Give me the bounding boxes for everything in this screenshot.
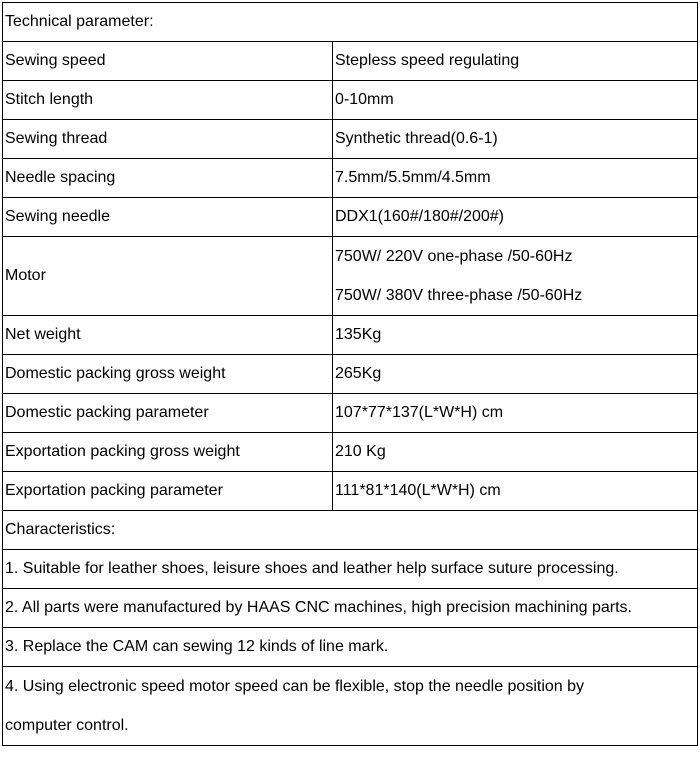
characteristic-item: 1. Suitable for leather shoes, leisure shoes and leather help surface suture processing. <box>3 550 698 589</box>
spec-value: Synthetic thread(0.6-1) <box>333 120 698 159</box>
spec-value-line: 750W/ 380V three-phase /50-60Hz <box>335 287 583 304</box>
spec-label: Sewing needle <box>3 198 333 237</box>
spec-row <box>3 120 698 159</box>
spec-value: 0-10mm <box>333 81 698 120</box>
technical-heading-row <box>3 3 698 42</box>
spec-label: Domestic packing gross weight <box>3 355 333 394</box>
characteristic-line: 4. Using electronic speed motor speed can be flexible, stop the needle position by <box>5 678 585 695</box>
characteristic-row <box>3 628 698 667</box>
spec-row <box>3 316 698 355</box>
spec-value-line: 750W/ 220V one-phase /50-60Hz <box>335 248 573 265</box>
spec-value: 265Kg <box>333 355 698 394</box>
spec-label: Net weight <box>3 316 333 355</box>
spec-value: Stepless speed regulating <box>333 42 698 81</box>
spec-value: 107*77*137(L*W*H) cm <box>333 394 698 433</box>
characteristic-line: computer control. <box>5 717 129 734</box>
spec-label: Sewing thread <box>3 120 333 159</box>
characteristic-row <box>3 667 698 746</box>
spec-table <box>2 2 698 746</box>
spec-row <box>3 433 698 472</box>
spec-label: Motor <box>3 237 333 316</box>
spec-label: Sewing speed <box>3 42 333 81</box>
spec-row-motor <box>3 237 698 316</box>
characteristic-row <box>3 550 698 589</box>
spec-value: 135Kg <box>333 316 698 355</box>
characteristics-heading-row <box>3 511 698 550</box>
spec-value: 111*81*140(L*W*H) cm <box>333 472 698 511</box>
spec-row <box>3 42 698 81</box>
spec-value: DDX1(160#/180#/200#) <box>333 198 698 237</box>
spec-row <box>3 159 698 198</box>
spec-row <box>3 355 698 394</box>
characteristic-item: 3. Replace the CAM can sewing 12 kinds of line mark. <box>3 628 698 667</box>
spec-row <box>3 472 698 511</box>
spec-value <box>333 237 698 316</box>
spec-row <box>3 394 698 433</box>
spec-row <box>3 198 698 237</box>
spec-row <box>3 81 698 120</box>
spec-label: Needle spacing <box>3 159 333 198</box>
characteristic-row <box>3 589 698 628</box>
spec-value: 210 Kg <box>333 433 698 472</box>
spec-label: Exportation packing parameter <box>3 472 333 511</box>
spec-label: Domestic packing parameter <box>3 394 333 433</box>
spec-value: 7.5mm/5.5mm/4.5mm <box>333 159 698 198</box>
characteristic-item <box>3 667 698 746</box>
spec-label: Stitch length <box>3 81 333 120</box>
spec-label: Exportation packing gross weight <box>3 433 333 472</box>
characteristic-item: 2. All parts were manufactured by HAAS CNC machines, high precision machining parts. <box>3 589 698 628</box>
characteristics-heading: Characteristics: <box>3 511 698 550</box>
technical-heading: Technical parameter: <box>3 3 698 42</box>
